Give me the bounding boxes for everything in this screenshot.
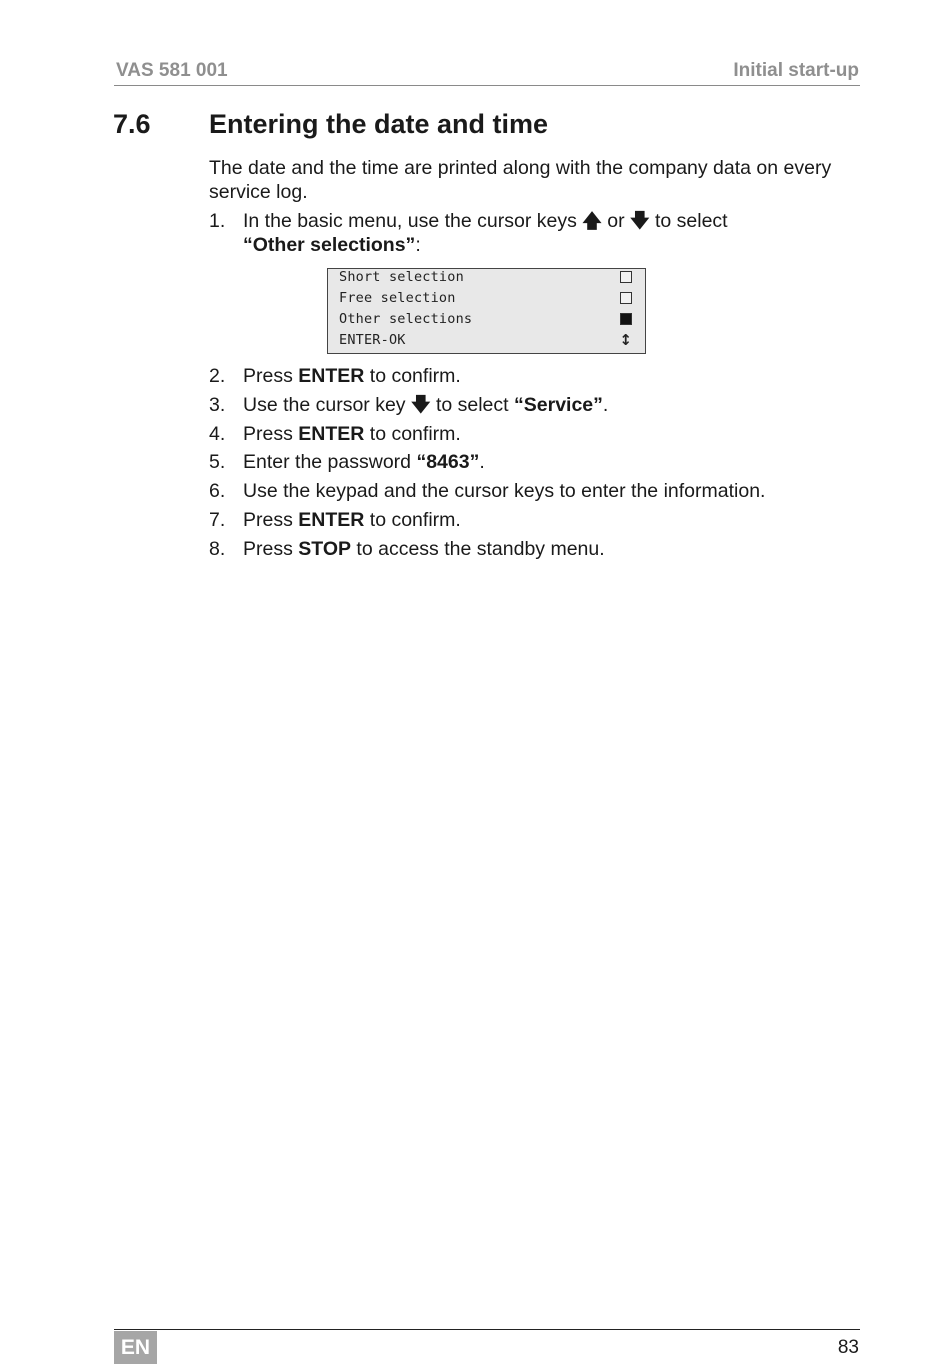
step-text: : — [415, 234, 421, 256]
step-3 — [209, 393, 608, 418]
step-text: Enter the password — [243, 451, 417, 473]
lcd-row-other-selections — [339, 309, 634, 330]
step-text: Press — [243, 509, 299, 531]
step-emphasis: ENTER — [298, 365, 365, 387]
arrow-up-icon: 🡅 — [582, 211, 602, 232]
step-emphasis: ENTER — [298, 423, 365, 445]
step-6 — [209, 479, 765, 503]
footer-rule — [114, 1329, 860, 1330]
step-2 — [209, 364, 461, 388]
checkbox-empty-icon — [620, 271, 632, 283]
section-title: Entering the date and time — [209, 109, 549, 139]
up-down-arrow-icon: ↕ — [619, 331, 632, 349]
header-chapter: Initial start-up — [733, 60, 859, 81]
header-doc-id: VAS 581 001 — [116, 60, 228, 81]
step-1 — [209, 209, 728, 234]
checkbox-filled-icon — [620, 313, 632, 325]
step-emphasis: ENTER — [298, 509, 365, 531]
lcd-row-label: ENTER-OK — [339, 332, 406, 348]
step-number: 5. — [209, 451, 226, 473]
lcd-row-free-selection — [339, 288, 634, 309]
step-8 — [209, 537, 605, 561]
step-text: to confirm. — [364, 509, 461, 531]
step-number: 8. — [209, 538, 226, 560]
step-number: 4. — [209, 423, 226, 445]
step-text: In the basic menu, use the cursor keys — [243, 210, 583, 232]
step-text: Press — [243, 538, 299, 560]
step-text: . — [602, 394, 609, 416]
header-rule — [114, 85, 860, 86]
step-text: or — [601, 210, 630, 232]
step-emphasis: “Service” — [514, 394, 603, 416]
step-number: 6. — [209, 480, 226, 502]
step-text: Use the cursor key — [243, 394, 411, 416]
step-emphasis: “Other selections” — [243, 234, 416, 256]
intro-paragraph: The date and the time are printed along with the company data on every service log. — [209, 157, 832, 203]
step-text: to confirm. — [364, 365, 461, 387]
step-5 — [209, 450, 485, 474]
step-number: 7. — [209, 509, 226, 531]
step-emphasis: “8463” — [416, 451, 480, 473]
arrow-down-icon: 🡇 — [630, 211, 650, 232]
step-4 — [209, 422, 461, 446]
step-number: 2. — [209, 365, 226, 387]
step-text: to confirm. — [364, 423, 461, 445]
step-text: to select — [649, 210, 728, 232]
step-1-cont — [209, 233, 421, 257]
step-text: to access the standby menu. — [351, 538, 605, 560]
lcd-display — [327, 268, 646, 354]
step-text: Use the keypad and the cursor keys to enter the information. — [243, 480, 766, 502]
page-number: 83 — [837, 1337, 859, 1358]
arrow-down-icon: 🡇 — [410, 395, 431, 416]
lcd-row-label: Short selection — [339, 269, 464, 285]
step-text: Press — [243, 423, 299, 445]
lcd-row-enter-ok — [339, 330, 634, 351]
step-text: Press — [243, 365, 299, 387]
step-7 — [209, 508, 461, 532]
section-number: 7.6 — [113, 109, 151, 139]
step-number: 1. — [209, 210, 226, 232]
step-emphasis: STOP — [298, 538, 352, 560]
step-text: to select — [430, 394, 514, 416]
language-badge: EN — [114, 1331, 157, 1364]
lcd-row-label: Free selection — [339, 290, 456, 306]
step-text: . — [479, 451, 485, 473]
lcd-row-label: Other selections — [339, 311, 473, 327]
checkbox-empty-icon — [620, 292, 632, 304]
step-number: 3. — [209, 394, 226, 416]
lcd-row-short-selection — [339, 267, 634, 288]
